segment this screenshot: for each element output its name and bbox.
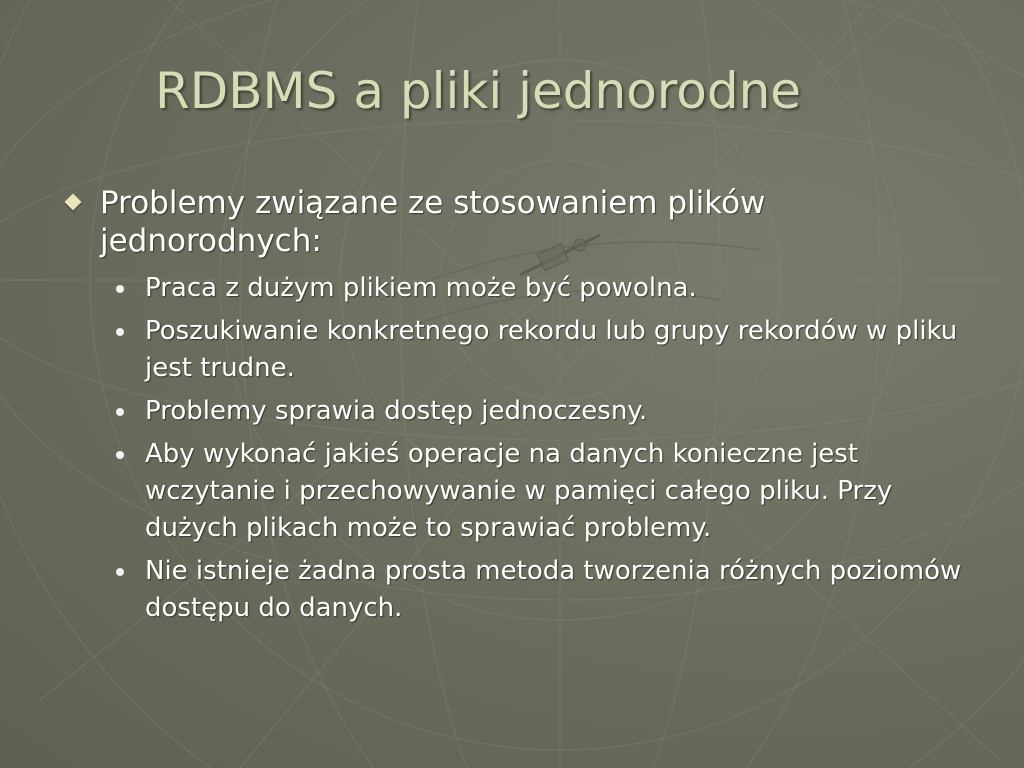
dot-icon — [116, 568, 124, 576]
slide-content — [64, 184, 964, 633]
dot-icon — [116, 285, 124, 293]
dot-icon — [116, 328, 124, 336]
sub-bullet — [114, 313, 964, 387]
sub-bullet-text: Aby wykonać jakieś operacje na danych konieczne jest wczytanie i przechowywanie w pamięci całego pliku. Przy dużych plikach może to sprawiać problemy. — [145, 439, 893, 543]
slide-title: RDBMS a pliki jednorodne — [155, 62, 802, 120]
sub-bullet — [114, 393, 964, 430]
dot-icon — [116, 451, 124, 459]
bullet-level1 — [64, 184, 964, 260]
diamond-icon — [65, 194, 82, 211]
sub-bullet-list — [114, 270, 964, 627]
sub-bullet-text: Praca z dużym plikiem może być powolna. — [145, 273, 697, 303]
bullet-level1-text: Problemy związane ze stosowaniem plików jednorodnych: — [100, 185, 766, 259]
sub-bullet — [114, 270, 964, 307]
sub-bullet-text: Problemy sprawia dostęp jednoczesny. — [145, 396, 648, 426]
sub-bullet — [114, 553, 964, 627]
sub-bullet-text: Poszukiwanie konkretnego rekordu lub grupy rekordów w pliku jest trudne. — [145, 316, 958, 383]
sub-bullet — [114, 436, 964, 547]
sub-bullet-text: Nie istnieje żadna prosta metoda tworzenia różnych poziomów dostępu do danych. — [145, 556, 962, 623]
dot-icon — [116, 408, 124, 416]
